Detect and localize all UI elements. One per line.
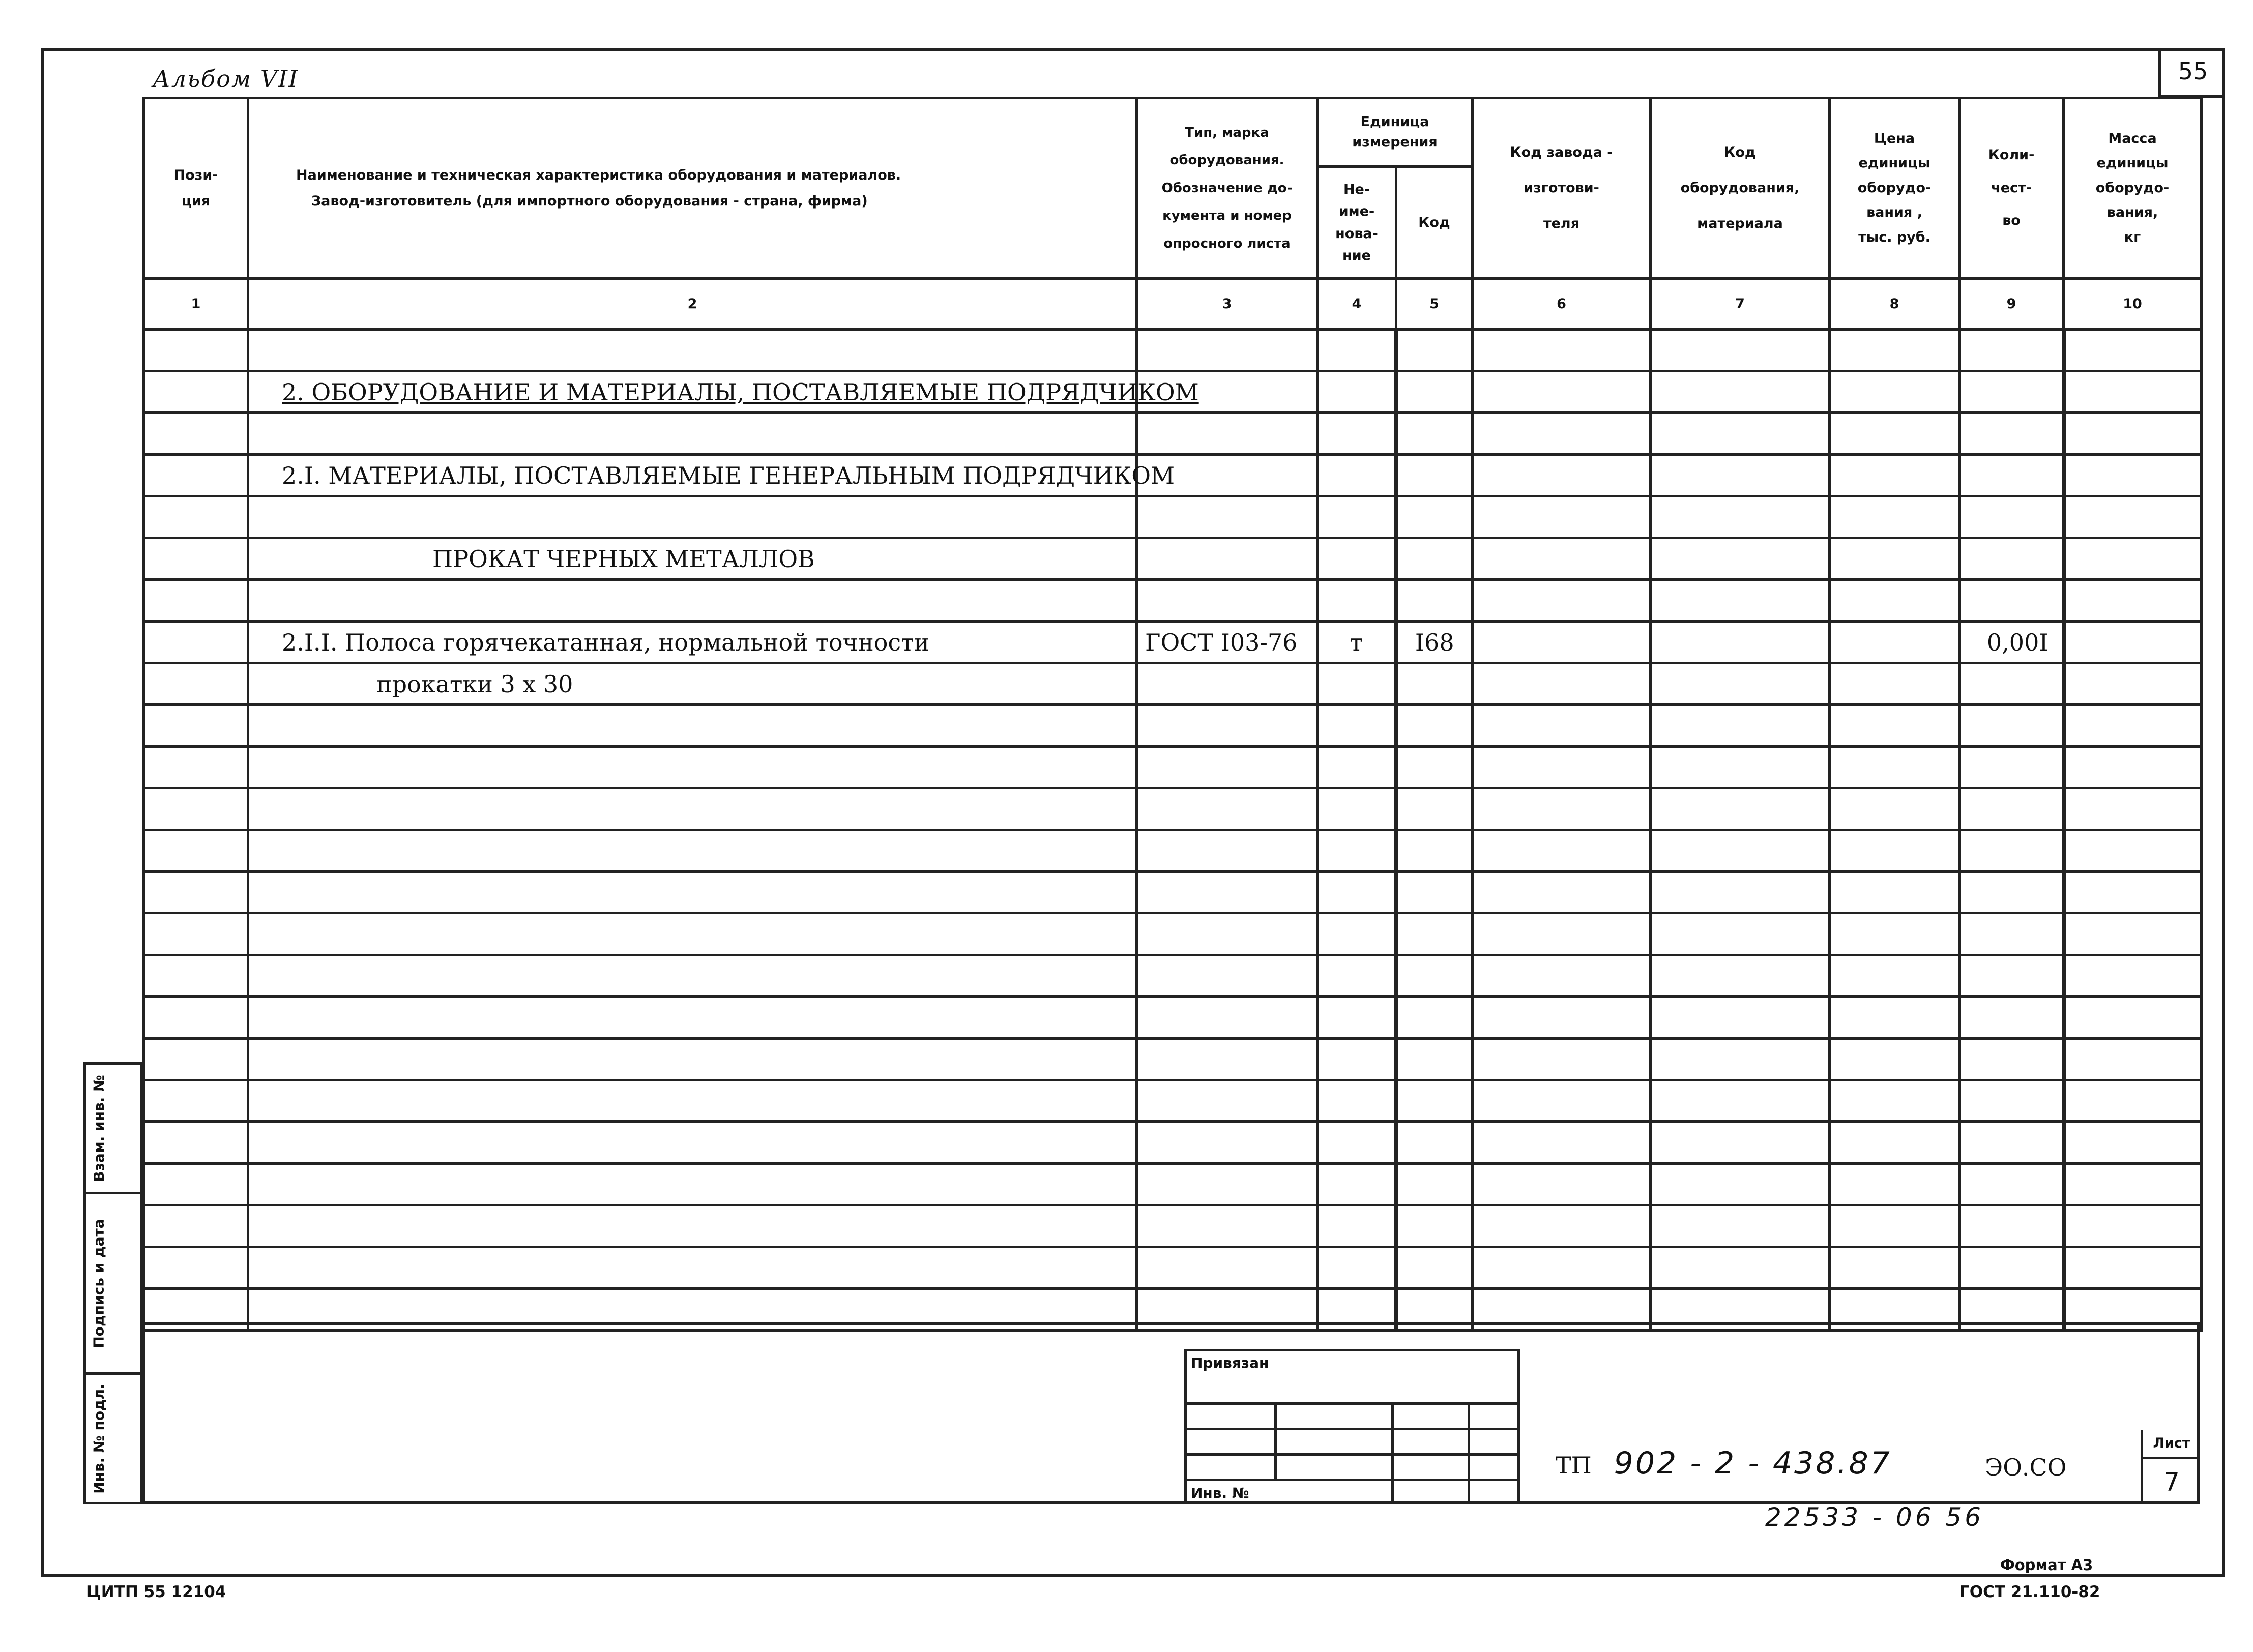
table-cell xyxy=(1318,1205,1396,1247)
col-number: 7 xyxy=(1651,279,1830,330)
table-cell xyxy=(1318,1039,1396,1080)
table-cell xyxy=(248,872,1137,913)
gost-label: ГОСТ 21.110-82 xyxy=(1959,1583,2100,1601)
table-cell xyxy=(1830,663,1959,705)
table-row xyxy=(144,788,2202,830)
table-cell xyxy=(1651,330,1830,371)
table-cell xyxy=(1959,1039,2064,1080)
table-cell xyxy=(1137,788,1318,830)
table-cell xyxy=(1959,1080,2064,1122)
replace-inv-label: Взам. инв. № xyxy=(90,1074,107,1182)
table-cell xyxy=(1396,455,1473,496)
col-number: 1 xyxy=(144,279,248,330)
col-number: 8 xyxy=(1830,279,1959,330)
table-cell xyxy=(144,913,248,955)
page-number: 55 xyxy=(2158,48,2225,98)
table-cell xyxy=(2064,371,2202,413)
table-cell xyxy=(144,496,248,538)
table-cell xyxy=(1137,705,1318,747)
table-cell xyxy=(1651,872,1830,913)
col-number: 9 xyxy=(1959,279,2064,330)
table-cell xyxy=(1651,371,1830,413)
table-cell: ПРОКАТ ЧЕРНЫХ МЕТАЛЛОВ xyxy=(248,538,1137,580)
table-row xyxy=(144,913,2202,955)
table-cell xyxy=(1830,371,1959,413)
table-cell xyxy=(1651,705,1830,747)
table-cell xyxy=(2064,1247,2202,1289)
table-row xyxy=(144,1080,2202,1122)
col-number: 2 xyxy=(248,279,1137,330)
table-cell xyxy=(1318,913,1396,955)
table-cell xyxy=(1473,371,1651,413)
table-cell xyxy=(1318,538,1396,580)
table-cell xyxy=(1473,663,1651,705)
table-cell xyxy=(1651,955,1830,997)
table-cell xyxy=(2064,747,2202,788)
col-equipment-code-header: Код оборудования, материала xyxy=(1651,98,1830,279)
table-cell xyxy=(1473,538,1651,580)
table-cell xyxy=(1396,872,1473,913)
signature-date-label: Подпись и дата xyxy=(90,1218,107,1348)
table-row xyxy=(144,1205,2202,1247)
table-cell xyxy=(1651,1205,1830,1247)
table-cell xyxy=(1396,1080,1473,1122)
table-cell xyxy=(144,1039,248,1080)
table-cell xyxy=(1318,830,1396,872)
table-cell xyxy=(1830,955,1959,997)
table-cell xyxy=(1318,371,1396,413)
table-cell xyxy=(1473,1205,1651,1247)
table-cell xyxy=(1959,872,2064,913)
col-number: 3 xyxy=(1137,279,1318,330)
table-cell xyxy=(1473,1080,1651,1122)
table-cell xyxy=(1318,663,1396,705)
table-cell xyxy=(1318,580,1396,622)
table-cell xyxy=(1473,1039,1651,1080)
table-cell xyxy=(1651,622,1830,663)
table-cell xyxy=(144,663,248,705)
table-cell xyxy=(1473,913,1651,955)
table-row xyxy=(144,622,2202,663)
table-cell xyxy=(1318,330,1396,371)
table-cell xyxy=(1137,955,1318,997)
table-cell xyxy=(1318,955,1396,997)
doc-mark: ЭО.СО xyxy=(1985,1454,2067,1481)
table-cell xyxy=(248,997,1137,1039)
table-cell xyxy=(144,705,248,747)
table-cell xyxy=(1396,1039,1473,1080)
table-cell xyxy=(1830,788,1959,830)
table-cell xyxy=(1830,830,1959,872)
col-price-header: Цена единицы оборудо- вания , тыс. руб. xyxy=(1830,98,1959,279)
table-cell xyxy=(1830,872,1959,913)
table-row xyxy=(144,705,2202,747)
table-cell xyxy=(2064,913,2202,955)
code-number: 902 - 2 - 438.87 xyxy=(1614,1446,1892,1481)
table-cell xyxy=(1318,705,1396,747)
table-cell xyxy=(1959,371,2064,413)
table-cell xyxy=(1318,1247,1396,1289)
table-cell: т xyxy=(1318,622,1396,663)
table-cell xyxy=(144,413,248,455)
table-cell xyxy=(1137,580,1318,622)
table-cell: ГОСТ I03-76 xyxy=(1137,622,1318,663)
table-cell xyxy=(248,1039,1137,1080)
table-cell xyxy=(144,830,248,872)
table-cell xyxy=(1473,705,1651,747)
table-cell xyxy=(1830,705,1959,747)
table-cell xyxy=(1473,747,1651,788)
table-cell xyxy=(1473,455,1651,496)
table-cell xyxy=(1651,538,1830,580)
table-cell xyxy=(1137,747,1318,788)
table-row xyxy=(144,496,2202,538)
table-cell xyxy=(144,1164,248,1205)
table-cell xyxy=(1473,788,1651,830)
table-cell xyxy=(1137,1205,1318,1247)
table-cell xyxy=(1473,1247,1651,1289)
table-cell xyxy=(1830,997,1959,1039)
table-cell xyxy=(1318,1080,1396,1122)
table-cell: 2.I.I. Полоса горячекатанная, нормальной точности xyxy=(248,622,1137,663)
album-label: Альбом VII xyxy=(153,65,299,93)
table-row xyxy=(144,955,2202,997)
table-cell xyxy=(1959,663,2064,705)
col-unit-header: Единица измерения xyxy=(1318,98,1473,167)
table-cell xyxy=(1651,580,1830,622)
table-cell xyxy=(248,788,1137,830)
table-cell xyxy=(1473,1164,1651,1205)
table-cell xyxy=(1396,830,1473,872)
table-cell xyxy=(2064,455,2202,496)
table-cell xyxy=(1830,1247,1959,1289)
sheet-box xyxy=(2141,1430,2200,1504)
table-cell xyxy=(248,830,1137,872)
table-cell xyxy=(1396,955,1473,997)
inv-label: Инв. № xyxy=(1191,1485,1249,1501)
table-cell xyxy=(1137,496,1318,538)
table-cell xyxy=(1396,496,1473,538)
table-cell xyxy=(1396,705,1473,747)
table-cell xyxy=(248,1164,1137,1205)
table-cell xyxy=(2064,538,2202,580)
table-row xyxy=(144,538,2202,580)
table-cell xyxy=(1651,788,1830,830)
col-factory-code-header: Код завода - изготови- теля xyxy=(1473,98,1651,279)
table-cell xyxy=(1473,997,1651,1039)
table-cell xyxy=(248,747,1137,788)
table-cell xyxy=(144,622,248,663)
table-cell xyxy=(1959,1247,2064,1289)
table-cell xyxy=(2064,413,2202,455)
table-cell xyxy=(248,413,1137,455)
table-cell xyxy=(1830,413,1959,455)
table-cell xyxy=(1137,997,1318,1039)
handwritten-note: 22533 - 06 56 xyxy=(1765,1502,1984,1532)
table-cell xyxy=(1959,747,2064,788)
table-cell xyxy=(2064,663,2202,705)
table-cell xyxy=(144,747,248,788)
col-position-header: Пози- ция xyxy=(144,98,248,279)
table-cell xyxy=(1137,330,1318,371)
table-cell xyxy=(2064,330,2202,371)
table-cell xyxy=(144,997,248,1039)
table-cell xyxy=(2064,872,2202,913)
table-cell xyxy=(1396,747,1473,788)
table-cell xyxy=(1959,455,2064,496)
table-cell xyxy=(1830,1164,1959,1205)
col-quantity-header: Коли- чест- во xyxy=(1959,98,2064,279)
table-cell xyxy=(2064,1122,2202,1164)
table-cell xyxy=(1137,663,1318,705)
table-cell xyxy=(1137,1122,1318,1164)
table-cell xyxy=(1396,330,1473,371)
table-cell xyxy=(1959,1205,2064,1247)
table-cell xyxy=(2064,496,2202,538)
table-cell xyxy=(1959,830,2064,872)
table-cell xyxy=(1137,1164,1318,1205)
table-cell xyxy=(2064,580,2202,622)
table-cell xyxy=(248,1080,1137,1122)
col-number: 5 xyxy=(1396,279,1473,330)
table-cell xyxy=(1651,663,1830,705)
table-cell xyxy=(1959,330,2064,371)
col-mass-header: Масса единицы оборудо- вания, кг xyxy=(2064,98,2202,279)
table-cell xyxy=(144,455,248,496)
citp-label: ЦИТП 55 12104 xyxy=(86,1583,226,1601)
col-type-header: Тип, марка оборудования. Обозначение до- кумента и номер опросного листа xyxy=(1137,98,1318,279)
table-cell: 2. ОБОРУДОВАНИЕ И МАТЕРИАЛЫ, ПОСТАВЛЯЕМЫЕ ПОДРЯДЧИКОМ xyxy=(248,371,1137,413)
table-cell xyxy=(1137,872,1318,913)
table-cell xyxy=(248,580,1137,622)
table-cell xyxy=(2064,1164,2202,1205)
table-cell xyxy=(1318,788,1396,830)
table-cell xyxy=(1473,1122,1651,1164)
table-cell xyxy=(144,1247,248,1289)
table-cell xyxy=(1318,455,1396,496)
col-number: 10 xyxy=(2064,279,2202,330)
table-cell xyxy=(1830,455,1959,496)
table-cell xyxy=(144,788,248,830)
table-cell xyxy=(248,1205,1137,1247)
table-cell: прокатки 3 х 30 xyxy=(248,663,1137,705)
table-cell xyxy=(1830,747,1959,788)
table-cell xyxy=(1137,538,1318,580)
table-cell xyxy=(1830,622,1959,663)
table-row xyxy=(144,330,2202,371)
table-row xyxy=(144,455,2202,496)
col-unit-code-header: Код xyxy=(1396,167,1473,279)
table-cell xyxy=(1473,496,1651,538)
table-cell xyxy=(1318,1122,1396,1164)
sheet-label: Лист xyxy=(2143,1430,2200,1459)
col-number: 6 xyxy=(1473,279,1651,330)
table-cell xyxy=(1830,580,1959,622)
table-cell xyxy=(1473,580,1651,622)
table-cell xyxy=(2064,1080,2202,1122)
col-unit-name-header: Не- име- нова- ние xyxy=(1318,167,1396,279)
table-cell xyxy=(1651,496,1830,538)
table-cell xyxy=(144,371,248,413)
format-label: Формат А3 xyxy=(2000,1556,2093,1574)
table-cell xyxy=(144,1122,248,1164)
table-cell xyxy=(1473,413,1651,455)
table-cell xyxy=(2064,1039,2202,1080)
table-cell xyxy=(1137,830,1318,872)
table-cell xyxy=(248,1247,1137,1289)
table-cell xyxy=(1830,538,1959,580)
table-cell xyxy=(1651,913,1830,955)
document-code xyxy=(1556,1446,1892,1481)
table-cell xyxy=(248,913,1137,955)
table-cell xyxy=(248,496,1137,538)
table-cell xyxy=(144,1205,248,1247)
table-cell xyxy=(1959,913,2064,955)
table-cell xyxy=(1318,413,1396,455)
table-cell xyxy=(144,330,248,371)
table-cell xyxy=(1396,538,1473,580)
table-cell xyxy=(248,955,1137,997)
table-cell xyxy=(1473,330,1651,371)
table-cell xyxy=(248,705,1137,747)
table-cell xyxy=(1651,1080,1830,1122)
table-cell xyxy=(1318,1164,1396,1205)
table-cell xyxy=(1651,830,1830,872)
table-cell xyxy=(1959,997,2064,1039)
table-cell xyxy=(2064,955,2202,997)
specification-table xyxy=(142,97,2203,1332)
table-cell xyxy=(2064,997,2202,1039)
table-row xyxy=(144,580,2202,622)
binding-stamp xyxy=(1184,1349,1520,1504)
table-cell xyxy=(1318,496,1396,538)
table-cell xyxy=(2064,622,2202,663)
table-cell xyxy=(1137,1247,1318,1289)
table-row xyxy=(144,747,2202,788)
table-cell xyxy=(1137,1039,1318,1080)
table-cell xyxy=(144,538,248,580)
col-number: 4 xyxy=(1318,279,1396,330)
table-cell xyxy=(1651,455,1830,496)
table-cell xyxy=(1396,1122,1473,1164)
table-cell xyxy=(1396,913,1473,955)
table-cell xyxy=(1318,872,1396,913)
table-cell xyxy=(1830,496,1959,538)
table-cell xyxy=(1473,830,1651,872)
table-cell xyxy=(144,580,248,622)
table-cell xyxy=(1137,1080,1318,1122)
table-cell xyxy=(1318,747,1396,788)
table-cell xyxy=(2064,1205,2202,1247)
table-cell xyxy=(1830,330,1959,371)
table-row xyxy=(144,1039,2202,1080)
table-cell xyxy=(1830,1080,1959,1122)
table-cell xyxy=(1137,913,1318,955)
col-name-header: Наименование и техническая характеристика оборудования и материалов. Завод-изготовитель (для импортного оборудования - страна, фирма) xyxy=(248,98,1137,279)
table-cell xyxy=(1959,955,2064,997)
table-cell xyxy=(2064,830,2202,872)
table-cell xyxy=(144,955,248,997)
table-cell xyxy=(144,872,248,913)
table-cell xyxy=(1959,1122,2064,1164)
table-cell xyxy=(144,1080,248,1122)
sheet-number: 7 xyxy=(2163,1467,2180,1497)
table-cell xyxy=(248,330,1137,371)
column-numbers-row xyxy=(144,279,2202,330)
table-cell xyxy=(1959,705,2064,747)
table-row xyxy=(144,413,2202,455)
table-row xyxy=(144,1122,2202,1164)
table-cell xyxy=(1959,413,2064,455)
table-cell xyxy=(1396,413,1473,455)
table-cell xyxy=(1473,955,1651,997)
table-cell xyxy=(1959,538,2064,580)
table-cell: 2.I. МАТЕРИАЛЫ, ПОСТАВЛЯЕМЫЕ ГЕНЕРАЛЬНЫМ ПОДРЯДЧИКОМ xyxy=(248,455,1137,496)
side-stamp xyxy=(83,1062,142,1504)
table-row xyxy=(144,1247,2202,1289)
table-cell: 0,00I xyxy=(1959,622,2064,663)
bound-label: Привязан xyxy=(1191,1354,1269,1371)
table-cell xyxy=(1959,788,2064,830)
table-cell xyxy=(1830,913,1959,955)
table-cell xyxy=(1396,663,1473,705)
table-cell xyxy=(1318,997,1396,1039)
table-cell xyxy=(1651,997,1830,1039)
table-cell xyxy=(248,1122,1137,1164)
table-cell xyxy=(1651,1164,1830,1205)
code-prefix: ТП xyxy=(1556,1452,1592,1479)
table-cell xyxy=(1651,413,1830,455)
table-cell xyxy=(1959,580,2064,622)
table-cell xyxy=(1830,1205,1959,1247)
table-cell xyxy=(1959,496,2064,538)
table-row xyxy=(144,830,2202,872)
table-cell xyxy=(1651,747,1830,788)
table-cell xyxy=(2064,788,2202,830)
table-cell xyxy=(1396,580,1473,622)
table-cell xyxy=(1830,1122,1959,1164)
table-cell xyxy=(1651,1039,1830,1080)
table-cell xyxy=(1137,413,1318,455)
table-cell xyxy=(1473,872,1651,913)
original-inv-label: Инв. № подл. xyxy=(90,1383,107,1494)
table-cell xyxy=(1396,371,1473,413)
table-row xyxy=(144,371,2202,413)
table-cell xyxy=(1396,997,1473,1039)
table-cell xyxy=(1651,1247,1830,1289)
table-row xyxy=(144,1164,2202,1205)
table-cell xyxy=(1651,1122,1830,1164)
table-cell xyxy=(1830,1039,1959,1080)
table-cell xyxy=(1396,1164,1473,1205)
table-cell xyxy=(1396,1247,1473,1289)
table-cell xyxy=(1396,1205,1473,1247)
table-cell xyxy=(1473,622,1651,663)
table-row xyxy=(144,997,2202,1039)
table-cell xyxy=(1959,1164,2064,1205)
table-cell: I68 xyxy=(1396,622,1473,663)
table-row xyxy=(144,872,2202,913)
table-cell xyxy=(1396,788,1473,830)
table-row xyxy=(144,663,2202,705)
table-cell xyxy=(2064,705,2202,747)
